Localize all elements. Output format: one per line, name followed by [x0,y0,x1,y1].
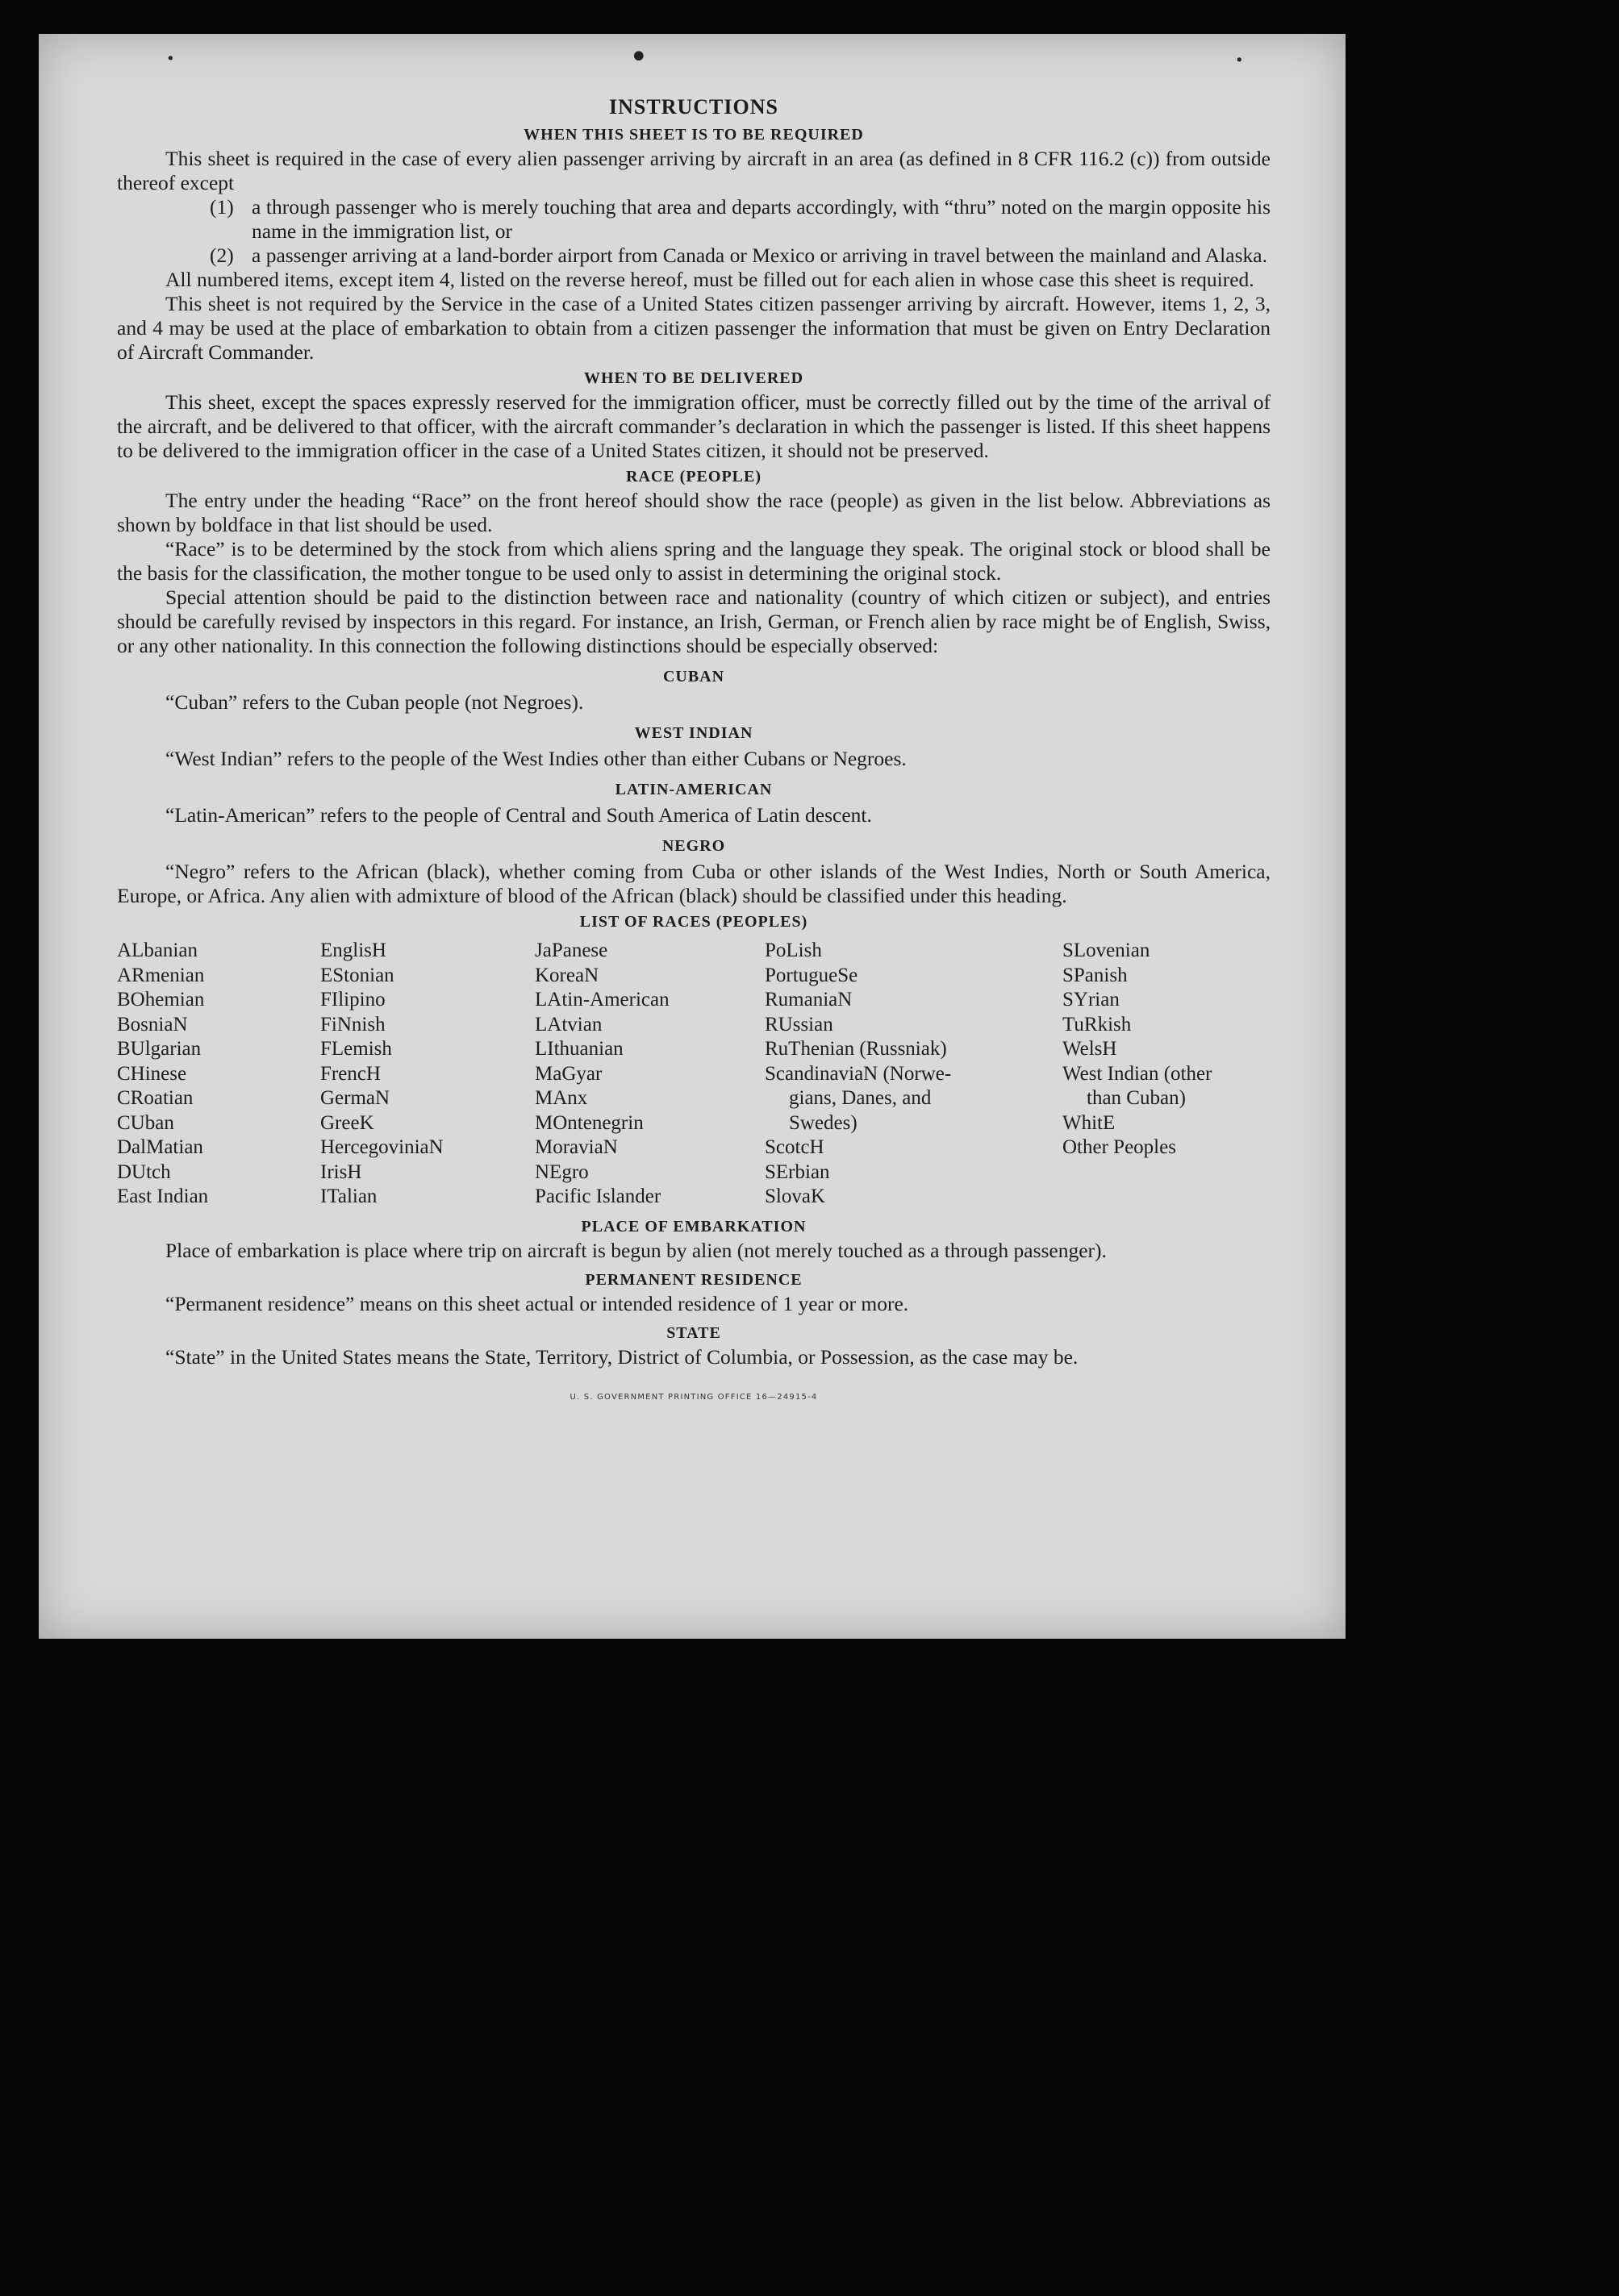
paragraph: This sheet is required in the case of every alien passenger arriving by aircraft in an area (as defined in 8 CFR 116.2 (c)) from outside thereof except [117,147,1271,194]
race-entry: FiNnish [320,1013,386,1035]
race-entry: DalMatian [117,1136,203,1158]
race-entry: IrisH [320,1161,362,1183]
race-column [320,939,535,1210]
race-entry: LIthuanian [535,1038,624,1060]
race-entry: SErbian [765,1161,830,1183]
section-heading: PERMANENT RESIDENCE [585,1270,803,1289]
race-entry: BosniaN [117,1013,188,1035]
race-entry: LAtin-American [535,989,670,1010]
race-entry: SLovenian [1062,940,1150,961]
definition-heading: NEGRO [661,837,726,855]
race-entry: ScandinaviaN (Norwe- [765,1062,952,1085]
definition-text: “Cuban” refers to the Cuban people (not Negroes). [165,690,584,714]
race-entry: PoLish [765,940,822,961]
definition-heading: WEST INDIAN [634,724,753,742]
race-entry: MoraviaN [535,1136,618,1158]
paragraph: This sheet is not required by the Service in the case of a United States citizen passenger arriving by aircraft. However, items 1, 2, 3, and 4 may be used at the place of embarkation to obtain from a citizen passenger the information that must be given on Entry Declaration of Aircraft Commander. [117,292,1271,364]
printer-imprint: U. S. GOVERNMENT PRINTING OFFICE 16—24915-4 [570,1392,818,1402]
race-entry: TuRkish [1062,1013,1132,1035]
race-entry: PortugueSe [765,964,858,986]
scan-speck: · [1234,42,1245,79]
race-column [1062,939,1271,1210]
race-entry: CUban [117,1111,174,1134]
race-entry: WelsH [1062,1038,1117,1060]
race-entry: ARmenian [117,964,205,986]
race-entry: Pacific Islander [535,1186,661,1207]
race-entry: BOhemian [117,989,205,1010]
race-entry: RumaniaN [765,989,853,1010]
instructions-page [117,95,1271,1410]
paragraph: Place of embarkation is place where trip on aircraft is begun by alien (not merely touched as a through passenger). [165,1238,1107,1262]
race-entry: SPanish [1062,964,1128,986]
race-entry: JaPanese [535,940,608,961]
list-text: a through passenger who is merely touching that area and departs accordingly, with “thru” noted on the margin opposite his name in the immigration list, or [252,195,1271,243]
race-entry: BUlgarian [117,1038,202,1060]
race-entry-continued: Swedes) [789,1111,857,1134]
section-heading: WHEN THIS SHEET IS TO BE REQUIRED [524,126,864,144]
race-entry: EStonian [320,964,394,986]
race-list [117,939,1271,1210]
race-entry: HercegoviniaN [320,1136,444,1158]
race-entry: SYrian [1062,989,1120,1010]
race-entry: CRoatian [117,1087,194,1109]
paragraph: Special attention should be paid to the distinction between race and nationality (country of which citizen or subject), and entries should be carefully revised by inspectors in this regard. For instance, an Irish, German, or French alien by race might be of English, Swiss, or any other nationality. In this connection the following distinctions should be especially observed: [117,585,1271,657]
race-entry: Other Peoples [1062,1136,1176,1158]
list-text: a passenger arriving at a land-border airport from Canada or Mexico or arriving in travel between the mainland and Alaska. [252,244,1267,267]
race-entry: FIlipino [320,989,386,1010]
race-entry: MAnx [535,1087,588,1109]
list-item [210,244,1271,268]
definition-text: “Negro” refers to the African (black), whether coming from Cuba or other islands of the West Indies, North or South America, Europe, or Africa. Any alien with admixture of blood of the African (black) should be classified under this heading. [117,860,1271,907]
race-entry: East Indian [117,1186,209,1207]
paragraph: “State” in the United States means the State, Territory, District of Columbia, or Possession, as the case may be. [165,1344,1079,1369]
race-entry: ITalian [320,1186,378,1207]
section-heading: LIST OF RACES (PEOPLES) [579,913,808,931]
paragraph: This sheet, except the spaces expressly reserved for the immigration officer, must be correctly filled out by the time of the arrival of the aircraft, and be delivered to that officer, with the aircraft commander’s declaration in which the passenger is listed. If this sheet happens to be delivered to the immigration officer in the case of a United States citizen, it should not be preserved. [117,390,1271,462]
race-entry: FLemish [320,1038,392,1060]
race-entry-continued: gians, Danes, and [789,1087,932,1109]
page-title: INSTRUCTIONS [609,95,778,119]
paragraph: All numbered items, except item 4, listed on the reverse hereof, must be filled out for each alien in whose case this sheet is required. [165,268,1254,291]
race-entry: ALbanian [117,940,198,961]
section-heading: PLACE OF EMBARKATION [581,1217,807,1236]
definition-text: “West Indian” refers to the people of the West Indies other than either Cubans or Negroes. [165,747,907,770]
race-column [117,939,320,1210]
race-entry: GreeK [320,1111,374,1134]
paragraph: “Permanent residence” means on this sheet actual or intended residence of 1 year or more. [165,1291,909,1315]
list-number: (1) [210,195,234,219]
paragraph: The entry under the heading “Race” on the front hereof should show the race (people) as given in the list below. Abbreviations as shown by boldface in that list should be used. [117,489,1271,536]
race-entry: West Indian (other [1062,1062,1212,1085]
list-number: (2) [210,244,234,267]
race-entry-continued: than Cuban) [1087,1087,1186,1109]
race-column [535,939,765,1210]
race-entry: CHinese [117,1062,187,1085]
definition-text: “Latin-American” refers to the people of Central and South America of Latin descent. [165,803,872,827]
race-entry: RUssian [765,1013,833,1035]
definition-heading: LATIN-AMERICAN [615,781,773,798]
paragraph: “Race” is to be determined by the stock from which aliens spring and the language they speak. The original stock or blood shall be the basis for the classification, the mother tongue to be used only to assist in determining the original stock. [117,537,1271,585]
race-entry: GermaN [320,1087,390,1109]
race-entry: LAtvian [535,1013,603,1035]
race-entry: SlovaK [765,1186,825,1207]
race-entry: RuThenian (Russniak) [765,1038,947,1060]
race-entry: FrencH [320,1062,381,1085]
race-entry: DUtch [117,1161,171,1183]
section-heading: RACE (PEOPLE) [626,468,762,485]
race-entry: ScotcH [765,1136,824,1158]
race-entry: MaGyar [535,1062,603,1085]
definition-heading: CUBAN [662,668,725,685]
scan-speck: · [165,40,176,77]
section-heading: STATE [666,1323,721,1342]
section-heading: WHEN TO BE DELIVERED [583,369,804,387]
list-item [210,195,1271,244]
race-entry: NEgro [535,1161,589,1183]
race-entry: EnglisH [320,940,386,961]
race-entry: KoreaN [535,964,599,986]
race-column [765,939,1062,1210]
scan-speck: • [629,39,649,76]
race-entry: MOntenegrin [535,1111,644,1134]
race-entry: WhitE [1062,1111,1116,1134]
